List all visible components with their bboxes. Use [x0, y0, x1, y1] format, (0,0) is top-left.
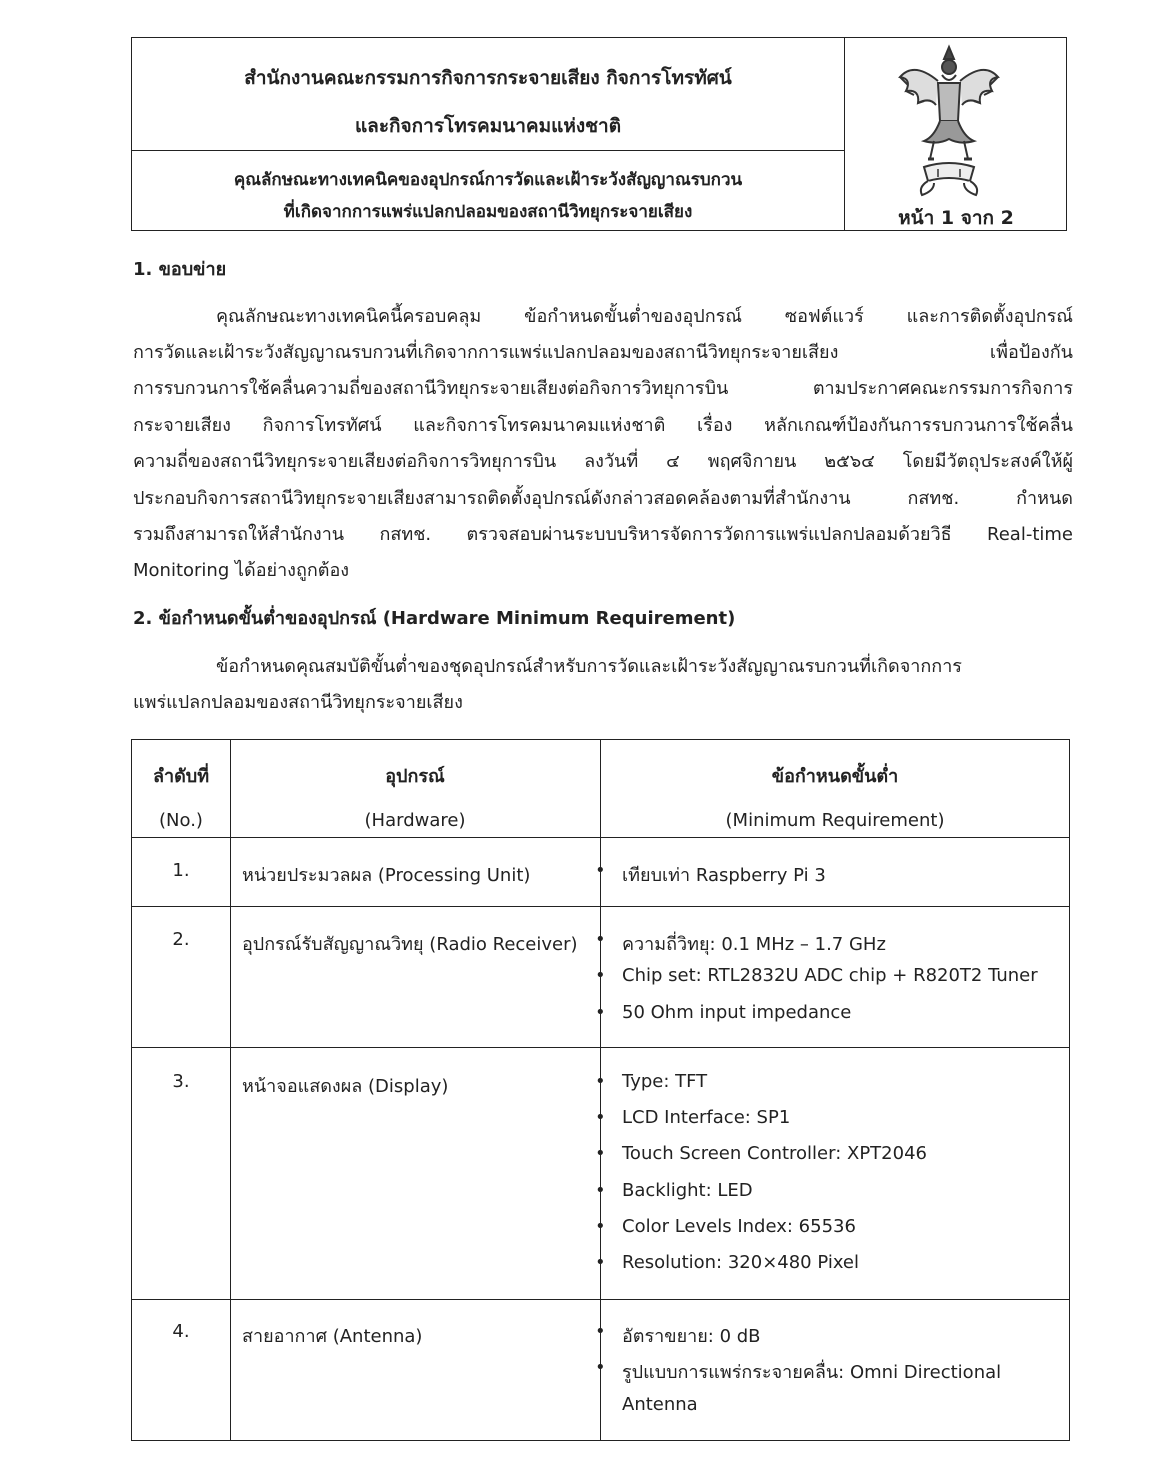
column-header-no-thai: ลำดับที่: [152, 766, 210, 787]
requirement-item: • LCD Interface: SP1: [622, 1107, 790, 1128]
row-hardware: หน้าจอแสดงผล (Display): [242, 1076, 449, 1097]
requirement-item: • Backlight: LED: [622, 1180, 753, 1201]
section1-paragraph-line: การรบกวนการใช้คลื่นความถี่ของสถานีวิทยุกระจายเสียงต่อกิจการวิทยุการบิน ตามประกาศคณะกรรมการกิจการ: [133, 378, 1073, 399]
requirement-item: • Type: TFT: [622, 1071, 707, 1092]
row-hardware: หน่วยประมวลผล (Processing Unit): [242, 865, 531, 886]
row-number: 4.: [172, 1321, 190, 1342]
requirement-item-continuation: Antenna: [622, 1394, 698, 1415]
requirement-item: • อัตราขยาย: 0 dB: [622, 1321, 761, 1350]
organization-block: [132, 38, 844, 151]
section1-paragraph-line: Monitoring ได้อย่างถูกต้อง: [133, 560, 350, 581]
hardware-requirements-table: [131, 739, 1070, 1441]
section1-heading: 1. ขอบข่าย: [133, 259, 227, 280]
column-header-requirement-english: (Minimum Requirement): [725, 810, 945, 831]
garuda-emblem-icon: [894, 41, 1004, 201]
section1-paragraph-line: ประกอบกิจการสถานีวิทยุกระจายเสียงสามารถติดตั้งอุปกรณ์ดังกล่าวสอดคล้องตามที่สำนักงาน กสทช. กำหนด: [133, 488, 1073, 509]
organization-name-line2: และกิจการโทรคมนาคมแห่งชาติ: [354, 115, 622, 137]
table-column-divider: [230, 740, 231, 1440]
row-hardware: สายอากาศ (Antenna): [242, 1326, 423, 1347]
header-text-area: [132, 38, 845, 230]
section1-paragraph-line: รวมถึงสามารถให้สำนักงาน กสทช. ตรวจสอบผ่านระบบบริหารจัดการวัดการแพร่แปลกปลอมด้วยวิธี Real-time: [133, 524, 1073, 545]
table-row-divider: [132, 906, 1069, 907]
requirement-item: • เทียบเท่า Raspberry Pi 3: [622, 860, 826, 889]
organization-name-line1: สำนักงานคณะกรรมการกิจการกระจายเสียง กิจการโทรทัศน์: [244, 67, 732, 89]
table-row-divider: [132, 1299, 1069, 1300]
requirement-item: • รูปแบบการแพร่กระจายคลื่น: Omni Directional: [622, 1357, 1001, 1386]
document-title-line2: ที่เกิดจากการแพร่แปลกปลอมของสถานีวิทยุกระจายเสียง: [283, 202, 693, 222]
column-header-hardware-english: (Hardware): [364, 810, 466, 831]
requirement-item: • Chip set: RTL2832U ADC chip + R820T2 Tuner: [622, 965, 1038, 986]
requirement-item: • 50 Ohm input impedance: [622, 1002, 851, 1023]
section2-paragraph-line: ข้อกำหนดคุณสมบัติขั้นต่ำของชุดอุปกรณ์สำหรับการวัดและเฝ้าระวังสัญญาณรบกวนที่เกิดจากการ: [216, 656, 962, 677]
column-header-requirement-thai: ข้อกำหนดขั้นต่ำ: [771, 766, 899, 787]
column-header-hardware-thai: อุปกรณ์: [385, 766, 445, 787]
requirement-item: • Color Levels Index: 65536: [622, 1216, 856, 1237]
section1-paragraph-line: การวัดและเฝ้าระวังสัญญาณรบกวนที่เกิดจากการแพร่แปลกปลอมของสถานีวิทยุกระจายเสียง เพื่อป้องกัน: [133, 342, 1073, 363]
section1-paragraph-line: คุณลักษณะทางเทคนิคนี้ครอบคลุม ข้อกำหนดขั้นต่ำของอุปกรณ์ ซอฟต์แวร์ และการติดตั้งอุปกรณ์: [216, 306, 1073, 327]
row-number: 1.: [172, 860, 190, 881]
section1-paragraph-line: ความถี่ของสถานีวิทยุกระจายเสียงต่อกิจการวิทยุการบิน ลงวันที่ ๔ พฤศจิกายน ๒๕๖๔ โดยมีวัตถุประสงค์ให้ผู้: [133, 451, 1073, 472]
row-hardware: อุปกรณ์รับสัญญาณวิทยุ (Radio Receiver): [242, 934, 578, 955]
requirement-item: • Touch Screen Controller: XPT2046: [622, 1143, 927, 1164]
section1-paragraph-line: กระจายเสียง กิจการโทรทัศน์ และกิจการโทรคมนาคมแห่งชาติ เรื่อง หลักเกณฑ์ป้องกันการรบกวนการใช้คลื่น: [133, 415, 1073, 436]
table-row-divider: [132, 1047, 1069, 1048]
document-title-line1: คุณลักษณะทางเทคนิคของอุปกรณ์การวัดและเฝ้าระวังสัญญาณรบกวน: [233, 170, 743, 190]
page-number-label: หน้า 1 จาก 2: [898, 207, 1014, 229]
row-number: 3.: [172, 1071, 190, 1092]
section2-paragraph-line: แพร่แปลกปลอมของสถานีวิทยุกระจายเสียง: [133, 692, 463, 713]
table-row-divider: [132, 837, 1069, 838]
requirement-item: • ความถี่วิทยุ: 0.1 MHz – 1.7 GHz: [622, 929, 886, 958]
row-number: 2.: [172, 929, 190, 950]
requirement-item: • Resolution: 320×480 Pixel: [622, 1252, 859, 1273]
section2-heading: 2. ข้อกำหนดขั้นต่ำของอุปกรณ์ (Hardware Minimum Requirement): [133, 608, 736, 629]
document-header: [131, 37, 1067, 231]
column-header-no-english: (No.): [159, 810, 203, 831]
